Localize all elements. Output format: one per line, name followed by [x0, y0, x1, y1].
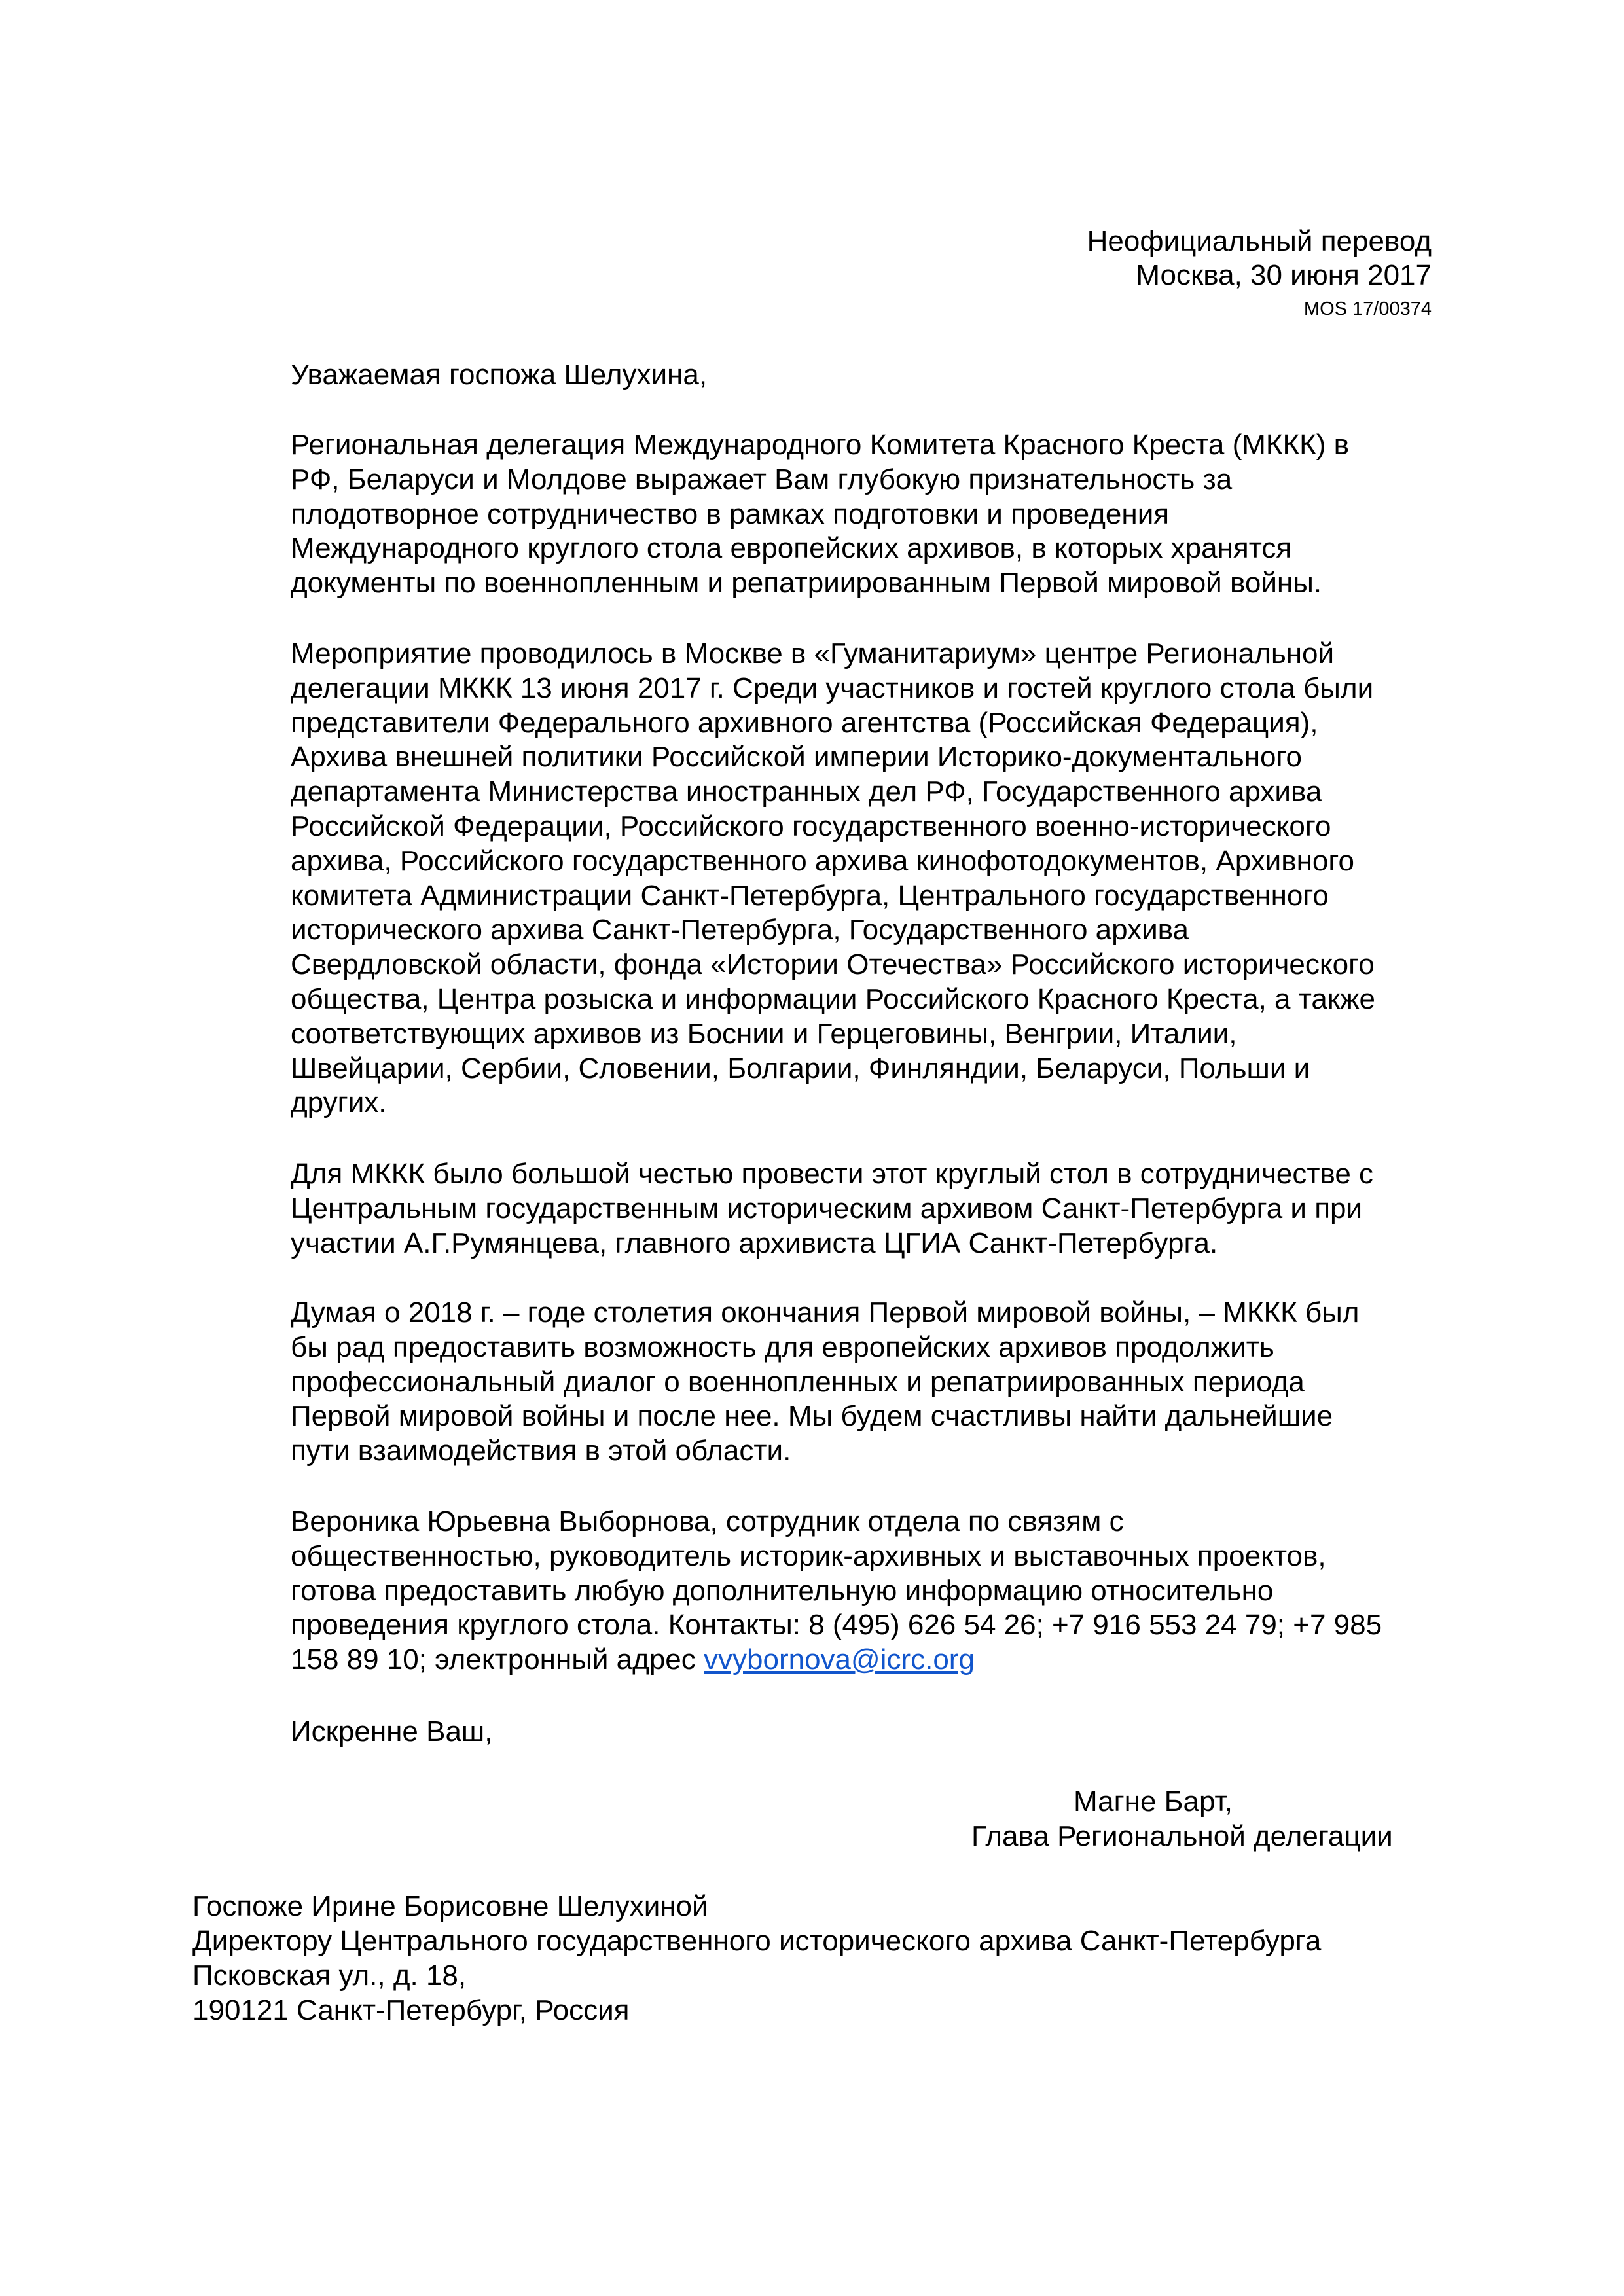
paragraph-line: представители Федерального архивного агентства (Российская Федерация), — [291, 706, 1318, 739]
paragraph-honor — [291, 1157, 1443, 1261]
paragraph-line-with-email — [291, 1643, 1443, 1677]
paragraph-line: документы по военнопленным и репатриированным Первой мировой войны. — [291, 567, 1322, 600]
paragraph-line: Российской Федерации, Российского государственного военно-исторического — [291, 810, 1331, 842]
paragraph-line: участии А.Г.Румянцева, главного архивиста ЦГИА Санкт-Петербурга. — [291, 1227, 1218, 1259]
salutation: Уважаемая госпожа Шелухина, — [291, 359, 708, 391]
paragraph-line: Для МККК было большой честью провести этот круглый стол в сотрудничестве с — [291, 1158, 1374, 1190]
email-label: 158 89 10; электронный адрес — [291, 1643, 704, 1676]
paragraph-line: Швейцарии, Сербии, Словении, Болгарии, Финляндии, Беларуси, Польши и — [291, 1052, 1310, 1085]
signer-title: Глава Региональной делегации — [971, 1820, 1393, 1852]
paragraph-line: архива, Российского государственного архива кинофотодокументов, Архивного — [291, 844, 1354, 877]
contact-email-link[interactable]: vvybornova@icrc.org — [704, 1643, 975, 1676]
reference-number: MOS 17/00374 — [1303, 298, 1432, 319]
paragraph-line: соответствующих архивов из Боснии и Герцеговины, Венгрии, Италии, — [291, 1017, 1237, 1050]
paragraph-line: Региональная делегация Международного Комитета Красного Креста (МККК) в — [291, 429, 1350, 461]
paragraph-line: других. — [291, 1086, 387, 1119]
paragraph-future-dialogue — [291, 1296, 1443, 1469]
paragraph-line: комитета Администрации Санкт-Петербурга, Центрального государственного — [291, 879, 1329, 912]
paragraph-line: Вероника Юрьевна Выборнова, сотрудник отдела по связям с — [291, 1505, 1124, 1537]
paragraph-line: проведения круглого стола. Контакты: 8 (495) 626 54 26; +7 916 553 24 79; +7 985 — [291, 1609, 1382, 1641]
paragraph-line: Первой мировой войны и после нее. Мы будем счастливы найти дальнейшие — [291, 1400, 1333, 1433]
recipient-name: Госпоже Ирине Борисовне Шелухиной — [192, 1890, 708, 1922]
paragraph-line: Свердловской области, фонда «Истории Отечества» Российского исторического — [291, 948, 1375, 981]
paragraph-line: профессиональный диалог о военнопленных и репатриированных периода — [291, 1365, 1305, 1398]
paragraph-line: Международного круглого стола европейских архивов, в которых хранятся — [291, 532, 1292, 565]
paragraph-line: готова предоставить любую дополнительную информацию относительно — [291, 1574, 1274, 1607]
recipient-city: 190121 Санкт-Петербург, Россия — [192, 1994, 630, 2026]
paragraph-line: Мероприятие проводилось в Москве в «Гуманитариум» центре Региональной — [291, 637, 1335, 670]
paragraph-line: исторического архива Санкт-Петербурга, Государственного архива — [291, 914, 1189, 946]
paragraph-line: общества, Центра розыска и информации Российского Красного Креста, а также — [291, 982, 1376, 1015]
paragraph-line: Центральным государственным историческим архивом Санкт-Петербурга и при — [291, 1192, 1363, 1225]
paragraph-line: Архива внешней политики Российской империи Историко-документального — [291, 741, 1303, 774]
recipient-position: Директору Центрального государственного исторического архива Санкт-Петербурга — [192, 1925, 1322, 1957]
recipient-street: Псковская ул., д. 18, — [192, 1960, 467, 1992]
paragraph-line: пути взаимодействия в этой области. — [291, 1435, 791, 1467]
paragraph-line: плодотворное сотрудничество в рамках подготовки и проведения — [291, 497, 1170, 530]
signer-name: Магне Барт, — [1074, 1785, 1233, 1818]
paragraph-line: делегации МККК 13 июня 2017 г. Среди участников и гостей круглого стола были — [291, 672, 1374, 704]
paragraph-line: РФ, Беларуси и Молдове выражает Вам глубокую признательность за — [291, 463, 1233, 495]
paragraph-event-participants — [291, 637, 1443, 1121]
closing-phrase: Искренне Ваш, — [291, 1715, 493, 1748]
paragraph-line: общественностью, руководитель историк-архивных и выставочных проектов, — [291, 1539, 1326, 1572]
paragraph-line: Думая о 2018 г. – годе столетия окончания Первой мировой войны, – МККК был — [291, 1297, 1360, 1329]
paragraph-line: департамента Министерства иностранных дел РФ, Государственного архива — [291, 776, 1322, 808]
paragraph-gratitude — [291, 428, 1443, 601]
translation-note: Неофициальный перевод — [1087, 225, 1432, 257]
paragraph-contacts — [291, 1505, 1443, 1677]
place-and-date: Москва, 30 июня 2017 — [1136, 259, 1432, 291]
paragraph-line: бы рад предоставить возможность для европейских архивов продолжить — [291, 1331, 1274, 1363]
recipient-address — [192, 1889, 1321, 2028]
